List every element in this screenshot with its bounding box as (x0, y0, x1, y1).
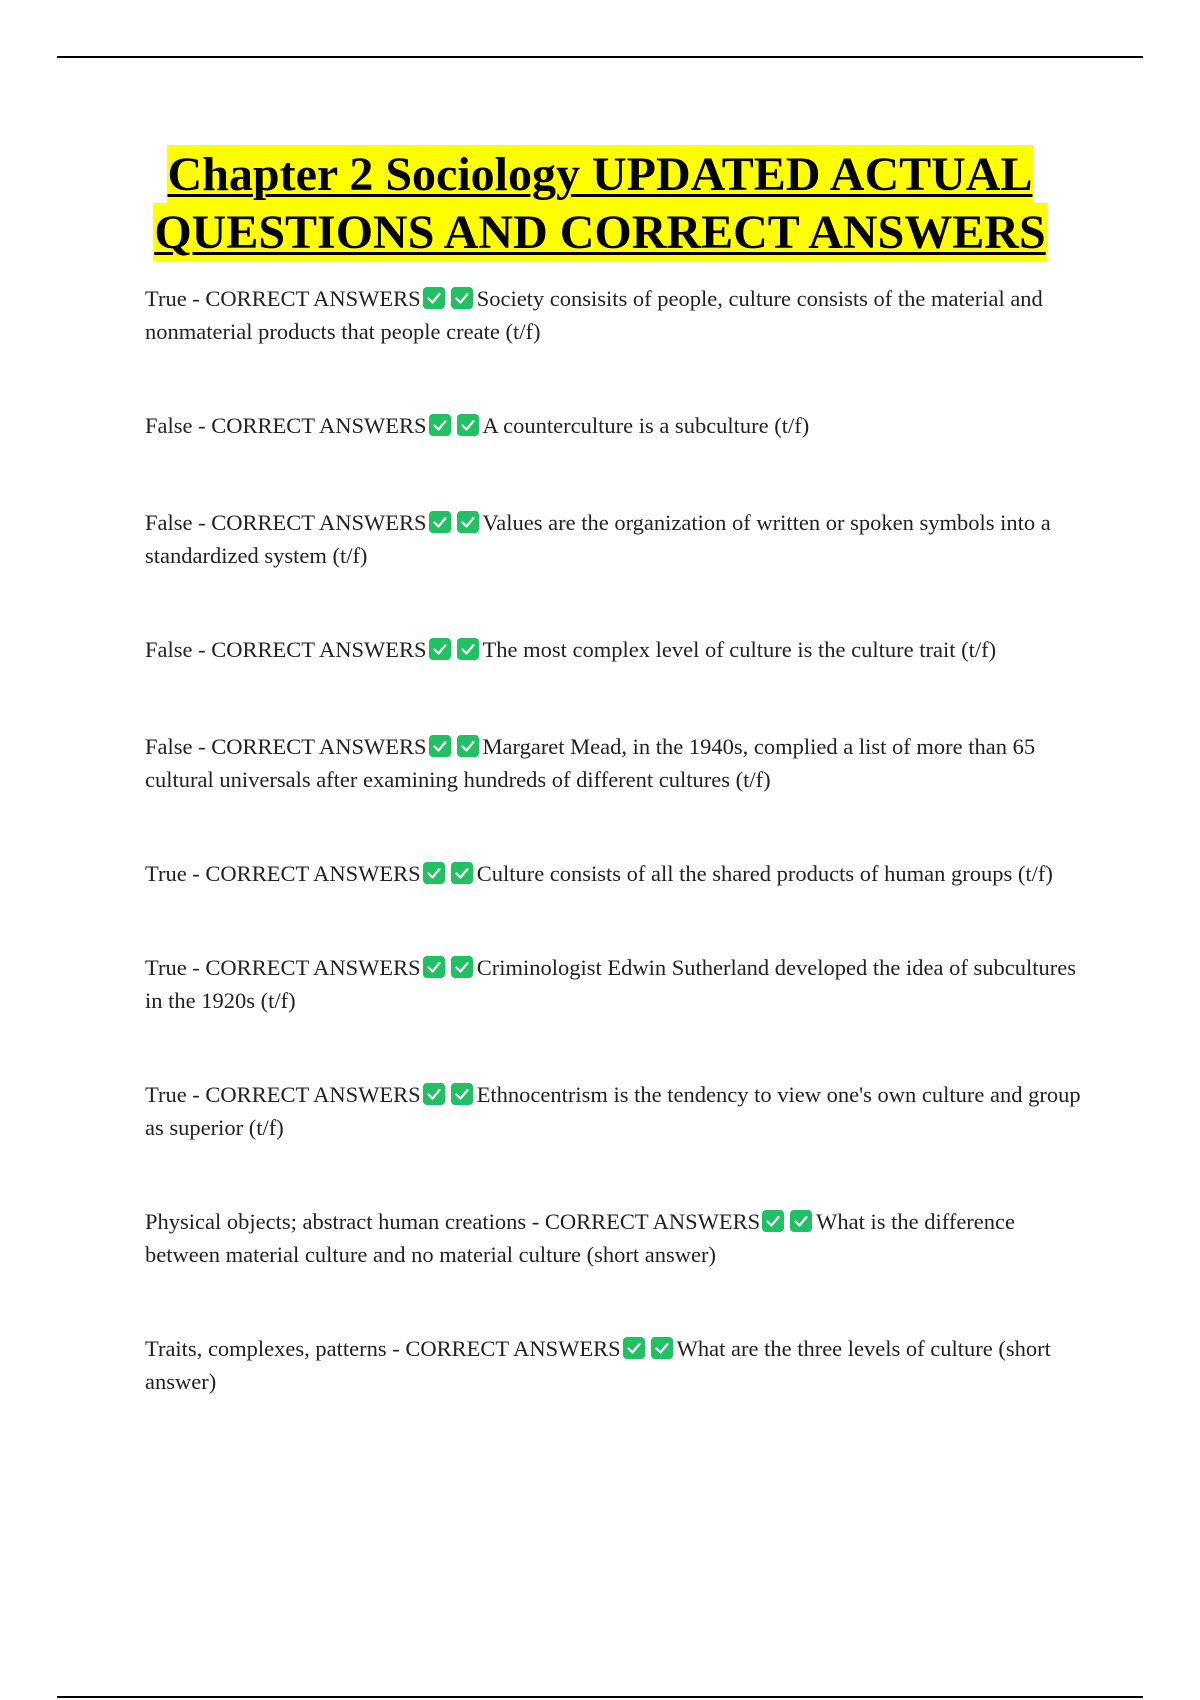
document-title (100, 145, 1100, 261)
answer-text: False - CORRECT ANSWERS (145, 510, 427, 535)
green-check-icon (451, 956, 473, 978)
green-check-icon (429, 638, 451, 660)
answer-text: True - CORRECT ANSWERS (145, 861, 421, 886)
green-check-icon (423, 287, 445, 309)
qa-item (145, 857, 1090, 890)
answer-text: True - CORRECT ANSWERS (145, 1082, 421, 1107)
question-text: What are the three levels of culture (short answer) (145, 1336, 1051, 1394)
answer-text: True - CORRECT ANSWERS (145, 955, 421, 980)
question-text: Values are the organization of written or spoken symbols into a standardized system (t/f) (145, 510, 1051, 568)
top-divider (57, 56, 1143, 58)
green-check-icon (423, 1083, 445, 1105)
qa-item (145, 1205, 1090, 1271)
green-check-icon (457, 735, 479, 757)
qa-item (145, 1078, 1090, 1144)
green-check-icon (457, 511, 479, 533)
green-check-icon (429, 735, 451, 757)
qa-item (145, 951, 1090, 1017)
question-text: What is the difference between material culture and no material culture (short answer) (145, 1209, 1016, 1267)
qa-list (145, 282, 1090, 1398)
green-check-icon (457, 414, 479, 436)
green-check-icon (429, 511, 451, 533)
question-text: Margaret Mead, in the 1940s, complied a list of more than 65 cultural universals after examining hundreds of different cultures (t/f) (145, 734, 1036, 792)
answer-text: True - CORRECT ANSWERS (145, 286, 421, 311)
green-check-icon (423, 862, 445, 884)
question-text: Society consisits of people, culture consists of the material and nonmaterial products that people create (t/f) (145, 286, 1043, 344)
green-check-icon (451, 1083, 473, 1105)
answer-text: Physical objects; abstract human creations - CORRECT ANSWERS (145, 1209, 761, 1234)
qa-item (145, 1332, 1090, 1398)
green-check-icon (651, 1337, 673, 1359)
green-check-icon (790, 1210, 812, 1232)
qa-item (145, 506, 1090, 572)
bottom-divider (57, 1696, 1143, 1698)
answer-text: False - CORRECT ANSWERS (145, 637, 427, 662)
green-check-icon (457, 638, 479, 660)
green-check-icon (423, 956, 445, 978)
title-line-1: Chapter 2 Sociology UPDATED ACTUAL (167, 145, 1034, 203)
green-check-icon (429, 414, 451, 436)
question-text: A counterculture is a subculture (t/f) (482, 413, 810, 438)
question-text: Ethnocentrism is the tendency to view one's own culture and group as superior (t/f) (145, 1082, 1081, 1140)
green-check-icon (623, 1337, 645, 1359)
question-text: Criminologist Edwin Sutherland developed the idea of subcultures in the 1920s (t/f) (145, 955, 1076, 1013)
green-check-icon (451, 287, 473, 309)
green-check-icon (762, 1210, 784, 1232)
answer-text: False - CORRECT ANSWERS (145, 413, 427, 438)
answer-text: False - CORRECT ANSWERS (145, 734, 427, 759)
question-text: Culture consists of all the shared products of human groups (t/f) (476, 861, 1053, 886)
answer-text: Traits, complexes, patterns - CORRECT ANSWERS (145, 1336, 621, 1361)
question-text: The most complex level of culture is the culture trait (t/f) (482, 637, 997, 662)
qa-item (145, 409, 1090, 442)
title-line-2: QUESTIONS AND CORRECT ANSWERS (153, 203, 1046, 261)
green-check-icon (451, 862, 473, 884)
qa-item (145, 730, 1090, 796)
qa-item (145, 633, 1090, 666)
qa-item (145, 282, 1090, 348)
